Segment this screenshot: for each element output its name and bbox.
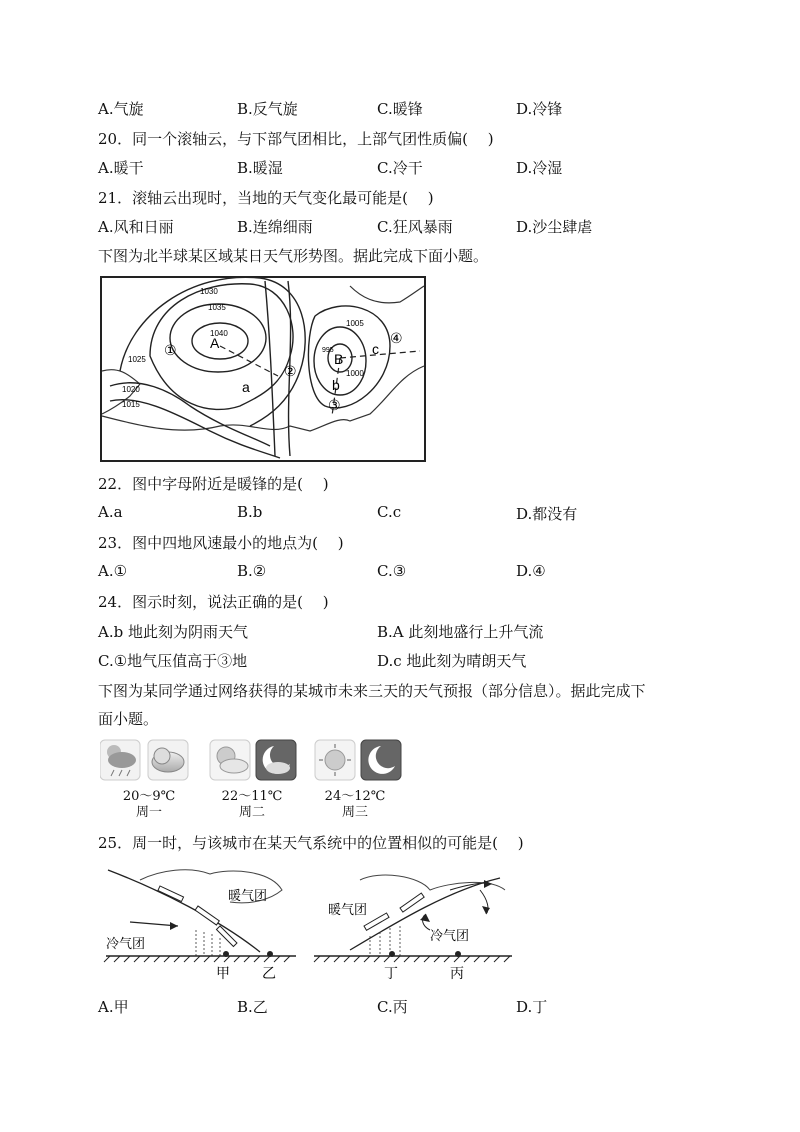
point-1: ① — [164, 342, 177, 358]
q24-option-a: A.b 地此刻为阴雨天气 — [98, 623, 248, 641]
q25-stem: 25．周一时，与该城市在某天气系统中的位置相似的可能是( ) — [98, 834, 524, 852]
warm-air-mass-label: 暖气团 — [228, 888, 268, 903]
q24-option-b: B.A 此刻地盛行上升气流 — [377, 623, 544, 641]
q20-option-a: A.暖干 — [98, 159, 144, 177]
q25-option-c: C.丙 — [377, 998, 408, 1016]
forecast-day-tue: 周二 — [238, 805, 265, 820]
q19-option-d: D.冷锋 — [516, 100, 563, 118]
point-bing: 丙 — [450, 965, 464, 981]
point-2: ② — [284, 363, 297, 379]
isobar-label: 1015 — [122, 400, 140, 409]
q19-option-c: C.暖锋 — [377, 100, 423, 118]
point-ding: 丁 — [384, 965, 398, 981]
forecast-temp-mon: 20～9℃ — [122, 789, 176, 804]
q23-stem: 23．图中四地风速最小的地点为( ) — [98, 534, 344, 552]
q21-option-d: D.沙尘肆虐 — [516, 218, 593, 236]
isobar-label: 1030 — [200, 287, 218, 296]
q23-option-d: D.④ — [516, 562, 546, 580]
q22-stem: 22．图中字母附近是暖锋的是( ) — [98, 475, 329, 493]
q22-option-b: B.b — [237, 503, 263, 521]
rain-cloud-icon — [100, 740, 140, 780]
point-yi: 乙 — [262, 965, 276, 981]
forecast-intro: 面小题。 — [98, 710, 159, 728]
q22-option-d: D.都没有 — [516, 505, 578, 523]
q21-stem: 21．滚轴云出现时，当地的天气变化最可能是( ) — [98, 189, 434, 207]
moon-icon — [361, 740, 401, 780]
q21-option-a: A.风和日丽 — [98, 218, 174, 236]
forecast-temp-tue: 22～11℃ — [221, 789, 283, 804]
sun-icon — [315, 740, 355, 780]
q21-option-c: C.狂风暴雨 — [377, 218, 453, 236]
forecast-day-wed: 周三 — [341, 805, 368, 820]
warm-air-mass-label: 暖气团 — [328, 902, 368, 917]
q19-option-a: A.气旋 — [98, 100, 144, 118]
letter-a: a — [242, 379, 250, 395]
isobar-label: 1025 — [128, 355, 146, 364]
q20-stem: 20．同一个滚轴云，与下部气团相比，上部气团性质偏( ) — [98, 130, 494, 148]
letter-c: c — [372, 341, 379, 357]
q25-option-d: D.丁 — [516, 998, 548, 1016]
forecast-day-mon: 周一 — [135, 805, 162, 820]
q20-option-b: B.暖湿 — [237, 159, 283, 177]
point-4: ④ — [390, 330, 403, 346]
q24-option-c: C.①地气压值高于③地 — [98, 652, 248, 670]
low-pressure-center: B — [334, 351, 344, 367]
isobar-label: 1035 — [208, 303, 226, 312]
q20-option-c: C.冷干 — [377, 159, 423, 177]
cloudy-icon — [148, 740, 188, 780]
cold-front-diagram — [104, 870, 296, 981]
isobar-label: 995 — [322, 347, 334, 354]
front-diagrams — [100, 860, 520, 984]
q25-option-a: A.甲 — [98, 998, 129, 1016]
weather-map — [100, 276, 426, 462]
isobar-label: 1000 — [346, 369, 364, 378]
forecast-temp-wed: 24～12℃ — [324, 789, 386, 804]
cold-air-mass-label: 冷气团 — [106, 936, 146, 951]
q23-option-c: C.③ — [377, 562, 407, 580]
cold-air-mass-label: 冷气团 — [430, 928, 470, 943]
point-jia: 甲 — [216, 965, 230, 981]
warm-front-diagram — [314, 875, 512, 981]
q20-option-d: D.冷湿 — [516, 159, 563, 177]
high-pressure-center: A — [210, 335, 220, 351]
q25-option-b: B.乙 — [237, 998, 268, 1016]
q21-option-b: B.连绵细雨 — [237, 218, 313, 236]
moon-cloud-icon — [256, 740, 296, 780]
q22-option-c: C.c — [377, 503, 402, 521]
forecast-intro: 下图为某同学通过网络获得的某城市未来三天的天气预报（部分信息）。据此完成下 — [98, 682, 646, 700]
q23-option-b: B.② — [237, 562, 267, 580]
q24-stem: 24．图示时刻，说法正确的是( ) — [98, 593, 329, 611]
isobar-label: 1020 — [122, 385, 140, 394]
q24-option-d: D.c 地此刻为晴朗天气 — [377, 652, 527, 670]
point-3: ③ — [328, 397, 341, 413]
q23-option-a: A.① — [98, 562, 128, 580]
q19-option-b: B.反气旋 — [237, 100, 298, 118]
q22-option-a: A.a — [98, 503, 123, 521]
forecast-icons — [100, 738, 410, 784]
map-intro: 下图为北半球某区域某日天气形势图。据此完成下面小题。 — [98, 247, 489, 265]
sun-cloud-icon — [210, 740, 250, 780]
isobar-label: 1040 — [210, 329, 228, 338]
letter-b: b — [332, 377, 340, 393]
isobar-label: 1005 — [346, 319, 364, 328]
